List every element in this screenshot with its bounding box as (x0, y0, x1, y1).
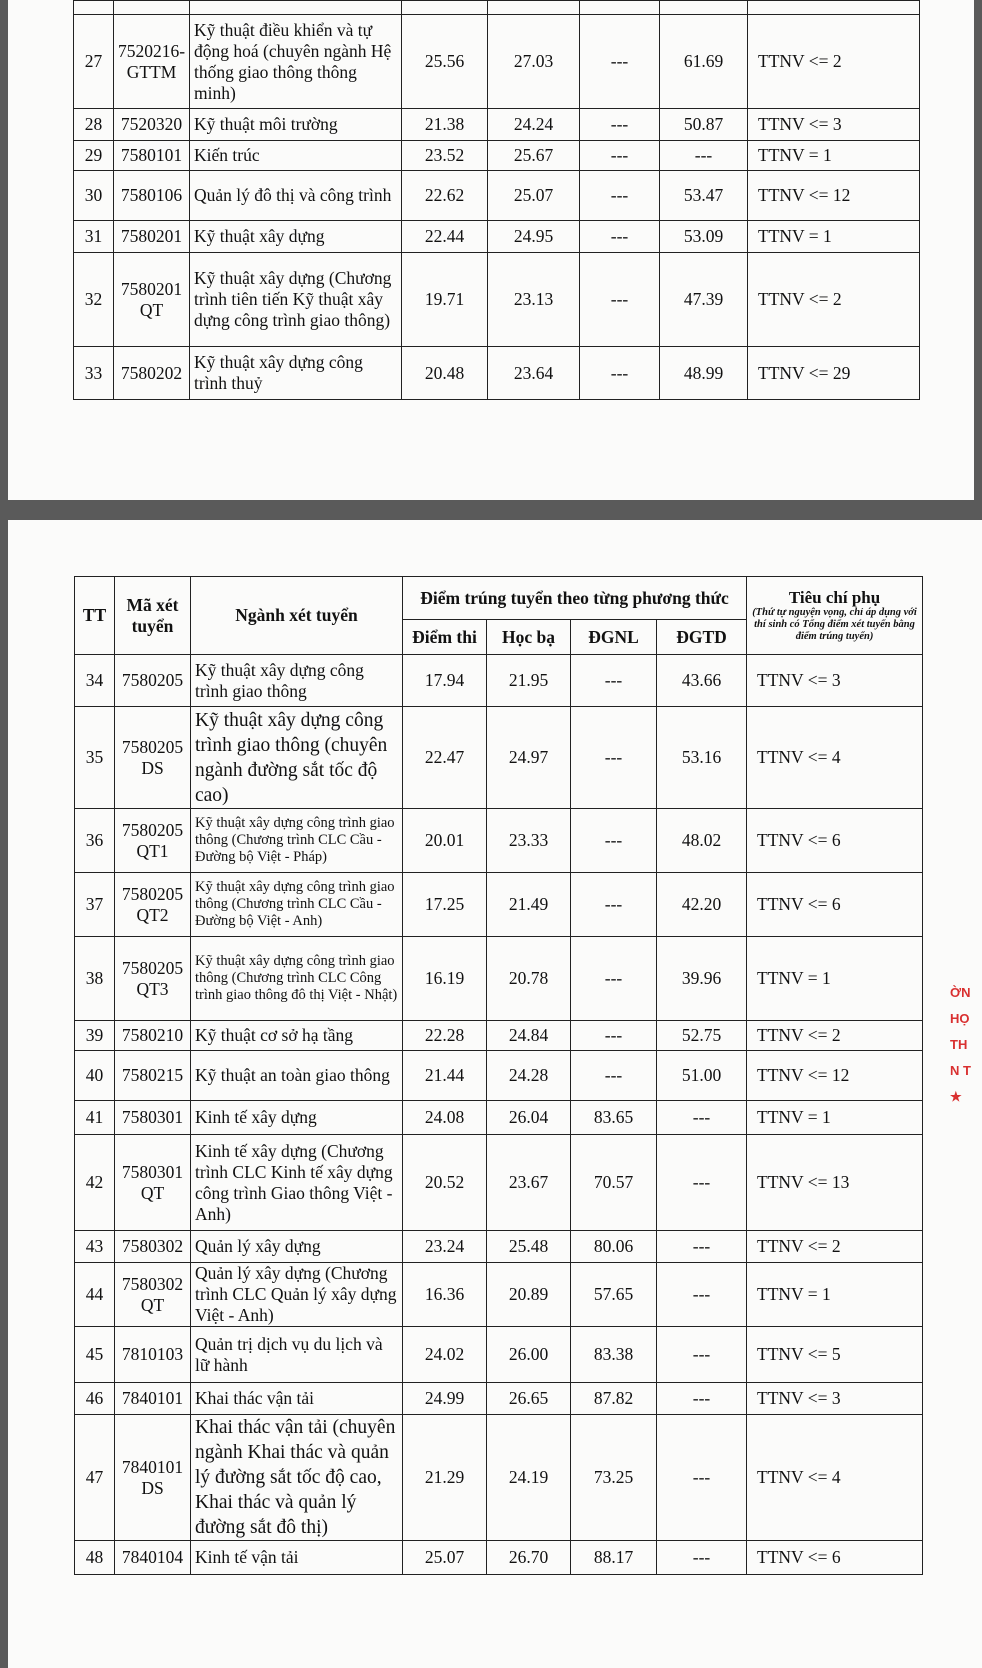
row-tieu-chi: TTNV <= 12 (747, 1051, 923, 1101)
table-row-cut (74, 1, 920, 15)
row-hoc-ba: 23.67 (487, 1135, 571, 1231)
row-number: 27 (74, 15, 114, 109)
row-dgnl: 80.06 (571, 1231, 657, 1263)
row-dgtd: 48.02 (657, 809, 747, 873)
stamp-text: TH (950, 1037, 968, 1052)
row-code: 7580106 (114, 171, 190, 221)
row-program-name: Kỹ thuật môi trường (190, 109, 402, 141)
row-tieu-chi: TTNV = 1 (748, 141, 920, 171)
table-row (75, 707, 923, 809)
row-code: 7580205 QT2 (115, 873, 191, 937)
row-dgtd: 48.99 (660, 347, 748, 400)
row-number: 28 (74, 109, 114, 141)
row-tieu-chi: TTNV <= 6 (747, 809, 923, 873)
row-number: 41 (75, 1101, 115, 1135)
row-hoc-ba: 23.64 (488, 347, 580, 400)
table-header (75, 577, 923, 655)
row-hoc-ba: 26.00 (487, 1327, 571, 1383)
row-tieu-chi: TTNV = 1 (747, 1101, 923, 1135)
row-dgtd: 53.47 (660, 171, 748, 221)
row-tieu-chi: TTNV = 1 (748, 221, 920, 253)
row-dgtd: --- (660, 141, 748, 171)
row-tieu-chi: TTNV <= 3 (747, 655, 923, 707)
table-row (75, 1021, 923, 1051)
row-dgnl: 88.17 (571, 1541, 657, 1575)
header-hoc-ba: Học bạ (487, 620, 571, 655)
row-code: 7580215 (115, 1051, 191, 1101)
row-diem-thi: 19.71 (402, 253, 488, 347)
row-dgtd: 42.20 (657, 873, 747, 937)
row-dgnl: --- (580, 347, 660, 400)
row-number: 31 (74, 221, 114, 253)
row-code: 7810103 (115, 1327, 191, 1383)
row-hoc-ba: 25.07 (488, 171, 580, 221)
row-program-name: Kỹ thuật xây dựng (Chương trình tiên tiến Kỹ thuật xây dựng công trình giao thông) (190, 253, 402, 347)
row-dgnl: 87.82 (571, 1383, 657, 1415)
row-hoc-ba: 26.65 (487, 1383, 571, 1415)
row-tieu-chi: TTNV <= 2 (747, 1021, 923, 1051)
row-hoc-ba: 25.48 (487, 1231, 571, 1263)
row-dgnl: --- (571, 809, 657, 873)
row-number: 34 (75, 655, 115, 707)
row-dgnl: 83.65 (571, 1101, 657, 1135)
row-hoc-ba: 26.70 (487, 1541, 571, 1575)
row-hoc-ba: 27.03 (488, 15, 580, 109)
row-dgnl: --- (571, 655, 657, 707)
row-dgtd: 51.00 (657, 1051, 747, 1101)
row-hoc-ba: 20.89 (487, 1263, 571, 1327)
row-code: 7580101 (114, 141, 190, 171)
row-hoc-ba: 24.97 (487, 707, 571, 809)
row-code: 7580210 (115, 1021, 191, 1051)
table-row (74, 141, 920, 171)
row-diem-thi: 16.36 (403, 1263, 487, 1327)
row-code: 7520320 (114, 109, 190, 141)
row-program-name: Kỹ thuật xây dựng (190, 221, 402, 253)
row-program-name: Quản lý đô thị và công trình (190, 171, 402, 221)
row-program-name: Khai thác vận tải (chuyên ngành Khai thác và quản lý đường sắt tốc độ cao, Khai thác và quản lý đường sắt đô thị) (191, 1415, 403, 1541)
row-diem-thi: 23.24 (403, 1231, 487, 1263)
row-dgnl: --- (571, 707, 657, 809)
red-stamp-fragment (950, 980, 982, 1140)
header-tt: TT (75, 577, 115, 655)
row-code: 7580202 (114, 347, 190, 400)
row-tieu-chi: TTNV <= 6 (747, 1541, 923, 1575)
row-diem-thi: 17.25 (403, 873, 487, 937)
table-row (74, 347, 920, 400)
row-program-name: Quản trị dịch vụ du lịch và lữ hành (191, 1327, 403, 1383)
row-dgnl: 70.57 (571, 1135, 657, 1231)
row-number: 39 (75, 1021, 115, 1051)
header-dgnl: ĐGNL (571, 620, 657, 655)
row-tieu-chi: TTNV = 1 (747, 1263, 923, 1327)
row-number: 32 (74, 253, 114, 347)
table-row (75, 1327, 923, 1383)
row-program-name: Kỹ thuật an toàn giao thông (191, 1051, 403, 1101)
row-diem-thi: 21.44 (403, 1051, 487, 1101)
row-dgtd: 39.96 (657, 937, 747, 1021)
row-code: 7580205 QT3 (115, 937, 191, 1021)
row-code: 7580205 (115, 655, 191, 707)
row-program-name: Kỹ thuật điều khiển và tự động hoá (chuyên ngành Hệ thống giao thông thông minh) (190, 15, 402, 109)
table-row (75, 1135, 923, 1231)
table-row (75, 1415, 923, 1541)
row-code: 7520216- GTTM (114, 15, 190, 109)
row-diem-thi: 25.56 (402, 15, 488, 109)
row-number: 29 (74, 141, 114, 171)
row-tieu-chi: TTNV <= 4 (747, 707, 923, 809)
row-code: 7840104 (115, 1541, 191, 1575)
row-tieu-chi: TTNV <= 3 (748, 109, 920, 141)
table-row (75, 873, 923, 937)
row-program-name: Kinh tế vận tải (191, 1541, 403, 1575)
row-tieu-chi: TTNV <= 6 (747, 873, 923, 937)
row-code: 7580302 (115, 1231, 191, 1263)
row-diem-thi: 21.29 (403, 1415, 487, 1541)
row-diem-thi: 22.44 (402, 221, 488, 253)
row-tieu-chi: TTNV <= 12 (748, 171, 920, 221)
row-code: 7580301 (115, 1101, 191, 1135)
header-name: Ngành xét tuyển (191, 577, 403, 655)
row-dgnl: --- (580, 171, 660, 221)
row-program-name: Kiến trúc (190, 141, 402, 171)
row-hoc-ba: 26.04 (487, 1101, 571, 1135)
row-hoc-ba: 21.49 (487, 873, 571, 937)
row-program-name: Kinh tế xây dựng (191, 1101, 403, 1135)
row-program-name: Kỹ thuật xây dựng công trình thuỷ (190, 347, 402, 400)
header-tieu-chi (747, 577, 923, 655)
page-1-fragment (8, 0, 974, 500)
row-dgnl: --- (580, 109, 660, 141)
row-dgtd: 43.66 (657, 655, 747, 707)
row-hoc-ba: 24.84 (487, 1021, 571, 1051)
row-diem-thi: 22.28 (403, 1021, 487, 1051)
row-program-name: Kinh tế xây dựng (Chương trình CLC Kinh tế xây dựng công trình Giao thông Việt - Anh) (191, 1135, 403, 1231)
row-diem-thi: 22.62 (402, 171, 488, 221)
row-program-name: Quản lý xây dựng (191, 1231, 403, 1263)
row-dgnl: --- (571, 1021, 657, 1051)
row-code: 7580201 QT (114, 253, 190, 347)
row-hoc-ba: 24.24 (488, 109, 580, 141)
row-dgtd: --- (657, 1415, 747, 1541)
header-diem-thi: Điểm thi (403, 620, 487, 655)
row-number: 43 (75, 1231, 115, 1263)
row-number: 30 (74, 171, 114, 221)
row-tieu-chi: TTNV <= 2 (747, 1231, 923, 1263)
row-tieu-chi: TTNV <= 5 (747, 1327, 923, 1383)
row-hoc-ba: 20.78 (487, 937, 571, 1021)
row-number: 48 (75, 1541, 115, 1575)
stamp-text: ★ (950, 1089, 962, 1104)
table-row (74, 15, 920, 109)
row-number: 40 (75, 1051, 115, 1101)
row-diem-thi: 16.19 (403, 937, 487, 1021)
row-dgtd: --- (657, 1327, 747, 1383)
row-dgnl: --- (580, 15, 660, 109)
row-program-name: Kỹ thuật xây dựng công trình giao thông (chuyên ngành đường sắt tốc độ cao) (191, 707, 403, 809)
row-dgnl: --- (580, 141, 660, 171)
row-hoc-ba: 25.67 (488, 141, 580, 171)
row-dgnl: 73.25 (571, 1415, 657, 1541)
row-dgtd: --- (657, 1263, 747, 1327)
row-dgtd: --- (657, 1541, 747, 1575)
row-program-name: Kỹ thuật xây dựng công trình giao thông (Chương trình CLC Cầu - Đường bộ Việt - Pháp) (191, 809, 403, 873)
table-row (75, 809, 923, 873)
row-dgtd: 50.87 (660, 109, 748, 141)
row-hoc-ba: 23.13 (488, 253, 580, 347)
table-row (75, 937, 923, 1021)
row-number: 46 (75, 1383, 115, 1415)
row-hoc-ba: 23.33 (487, 809, 571, 873)
row-diem-thi: 20.01 (403, 809, 487, 873)
row-program-name: Khai thác vận tải (191, 1383, 403, 1415)
row-diem-thi: 21.38 (402, 109, 488, 141)
table-body-top (74, 15, 920, 400)
row-diem-thi: 22.47 (403, 707, 487, 809)
row-dgtd: --- (657, 1135, 747, 1231)
header-tieu-chi-label: Tiêu chí phụ (788, 588, 881, 607)
stamp-text: ỜN (950, 985, 971, 1000)
table-row (75, 1231, 923, 1263)
table-row (75, 1541, 923, 1575)
row-tieu-chi: TTNV <= 13 (747, 1135, 923, 1231)
page-2 (8, 520, 982, 1668)
row-hoc-ba: 24.28 (487, 1051, 571, 1101)
row-program-name: Kỹ thuật xây dựng công trình giao thông (Chương trình CLC Cầu - Đường bộ Việt - Anh) (191, 873, 403, 937)
table-row (75, 655, 923, 707)
row-tieu-chi: TTNV <= 4 (747, 1415, 923, 1541)
table-row (74, 221, 920, 253)
row-dgtd: 53.09 (660, 221, 748, 253)
row-code: 7840101 (115, 1383, 191, 1415)
row-diem-thi: 25.07 (403, 1541, 487, 1575)
row-diem-thi: 24.99 (403, 1383, 487, 1415)
row-hoc-ba: 24.19 (487, 1415, 571, 1541)
row-tieu-chi: TTNV <= 2 (748, 15, 920, 109)
row-code: 7580205 QT1 (115, 809, 191, 873)
admission-table-top (73, 0, 920, 400)
row-number: 47 (75, 1415, 115, 1541)
table-row (75, 1101, 923, 1135)
row-diem-thi: 20.48 (402, 347, 488, 400)
row-code: 7580302 QT (115, 1263, 191, 1327)
header-score-group: Điểm trúng tuyển theo từng phương thức (403, 577, 747, 620)
row-dgnl: --- (580, 253, 660, 347)
row-number: 42 (75, 1135, 115, 1231)
row-number: 44 (75, 1263, 115, 1327)
admission-table-bottom (74, 576, 923, 1575)
stamp-text: HỌ (950, 1011, 970, 1026)
row-diem-thi: 20.52 (403, 1135, 487, 1231)
row-diem-thi: 17.94 (403, 655, 487, 707)
row-number: 37 (75, 873, 115, 937)
row-program-name: Kỹ thuật xây dựng công trình giao thông (Chương trình CLC Công trình giao thông đô thị Việt - Nhật) (191, 937, 403, 1021)
row-diem-thi: 23.52 (402, 141, 488, 171)
row-dgtd: 47.39 (660, 253, 748, 347)
row-number: 38 (75, 937, 115, 1021)
row-number: 45 (75, 1327, 115, 1383)
row-dgtd: --- (657, 1383, 747, 1415)
row-code: 7580301 QT (115, 1135, 191, 1231)
row-dgtd: 53.16 (657, 707, 747, 809)
row-code: 7840101 DS (115, 1415, 191, 1541)
table-row (75, 1263, 923, 1327)
table-row (74, 171, 920, 221)
row-dgnl: --- (580, 221, 660, 253)
row-code: 7580205 DS (115, 707, 191, 809)
header-dgtd: ĐGTD (657, 620, 747, 655)
row-number: 33 (74, 347, 114, 400)
row-dgnl: --- (571, 937, 657, 1021)
row-dgtd: --- (657, 1231, 747, 1263)
row-program-name: Quản lý xây dựng (Chương trình CLC Quản lý xây dựng Việt - Anh) (191, 1263, 403, 1327)
table-body-bottom (75, 655, 923, 1575)
table-row (75, 1051, 923, 1101)
row-diem-thi: 24.08 (403, 1101, 487, 1135)
row-dgnl: 57.65 (571, 1263, 657, 1327)
row-dgnl: --- (571, 873, 657, 937)
row-tieu-chi: TTNV <= 2 (748, 253, 920, 347)
row-tieu-chi: TTNV <= 3 (747, 1383, 923, 1415)
stamp-text: N T (950, 1063, 971, 1078)
row-dgtd: --- (657, 1101, 747, 1135)
row-tieu-chi: TTNV = 1 (747, 937, 923, 1021)
row-number: 35 (75, 707, 115, 809)
row-program-name: Kỹ thuật xây dựng công trình giao thông (191, 655, 403, 707)
row-hoc-ba: 21.95 (487, 655, 571, 707)
row-program-name: Kỹ thuật cơ sở hạ tầng (191, 1021, 403, 1051)
header-code: Mã xét tuyển (115, 577, 191, 655)
row-code: 7580201 (114, 221, 190, 253)
row-dgtd: 61.69 (660, 15, 748, 109)
row-number: 36 (75, 809, 115, 873)
row-diem-thi: 24.02 (403, 1327, 487, 1383)
table-row (75, 1383, 923, 1415)
header-tieu-chi-note: (Thứ tự nguyện vọng, chỉ áp dụng với thí sinh có Tổng điểm xét tuyển bằng điểm trúng tuyển) (752, 607, 917, 642)
table-row (74, 109, 920, 141)
row-tieu-chi: TTNV <= 29 (748, 347, 920, 400)
row-dgtd: 52.75 (657, 1021, 747, 1051)
row-dgnl: 83.38 (571, 1327, 657, 1383)
table-row (74, 253, 920, 347)
row-hoc-ba: 24.95 (488, 221, 580, 253)
row-dgnl: --- (571, 1051, 657, 1101)
